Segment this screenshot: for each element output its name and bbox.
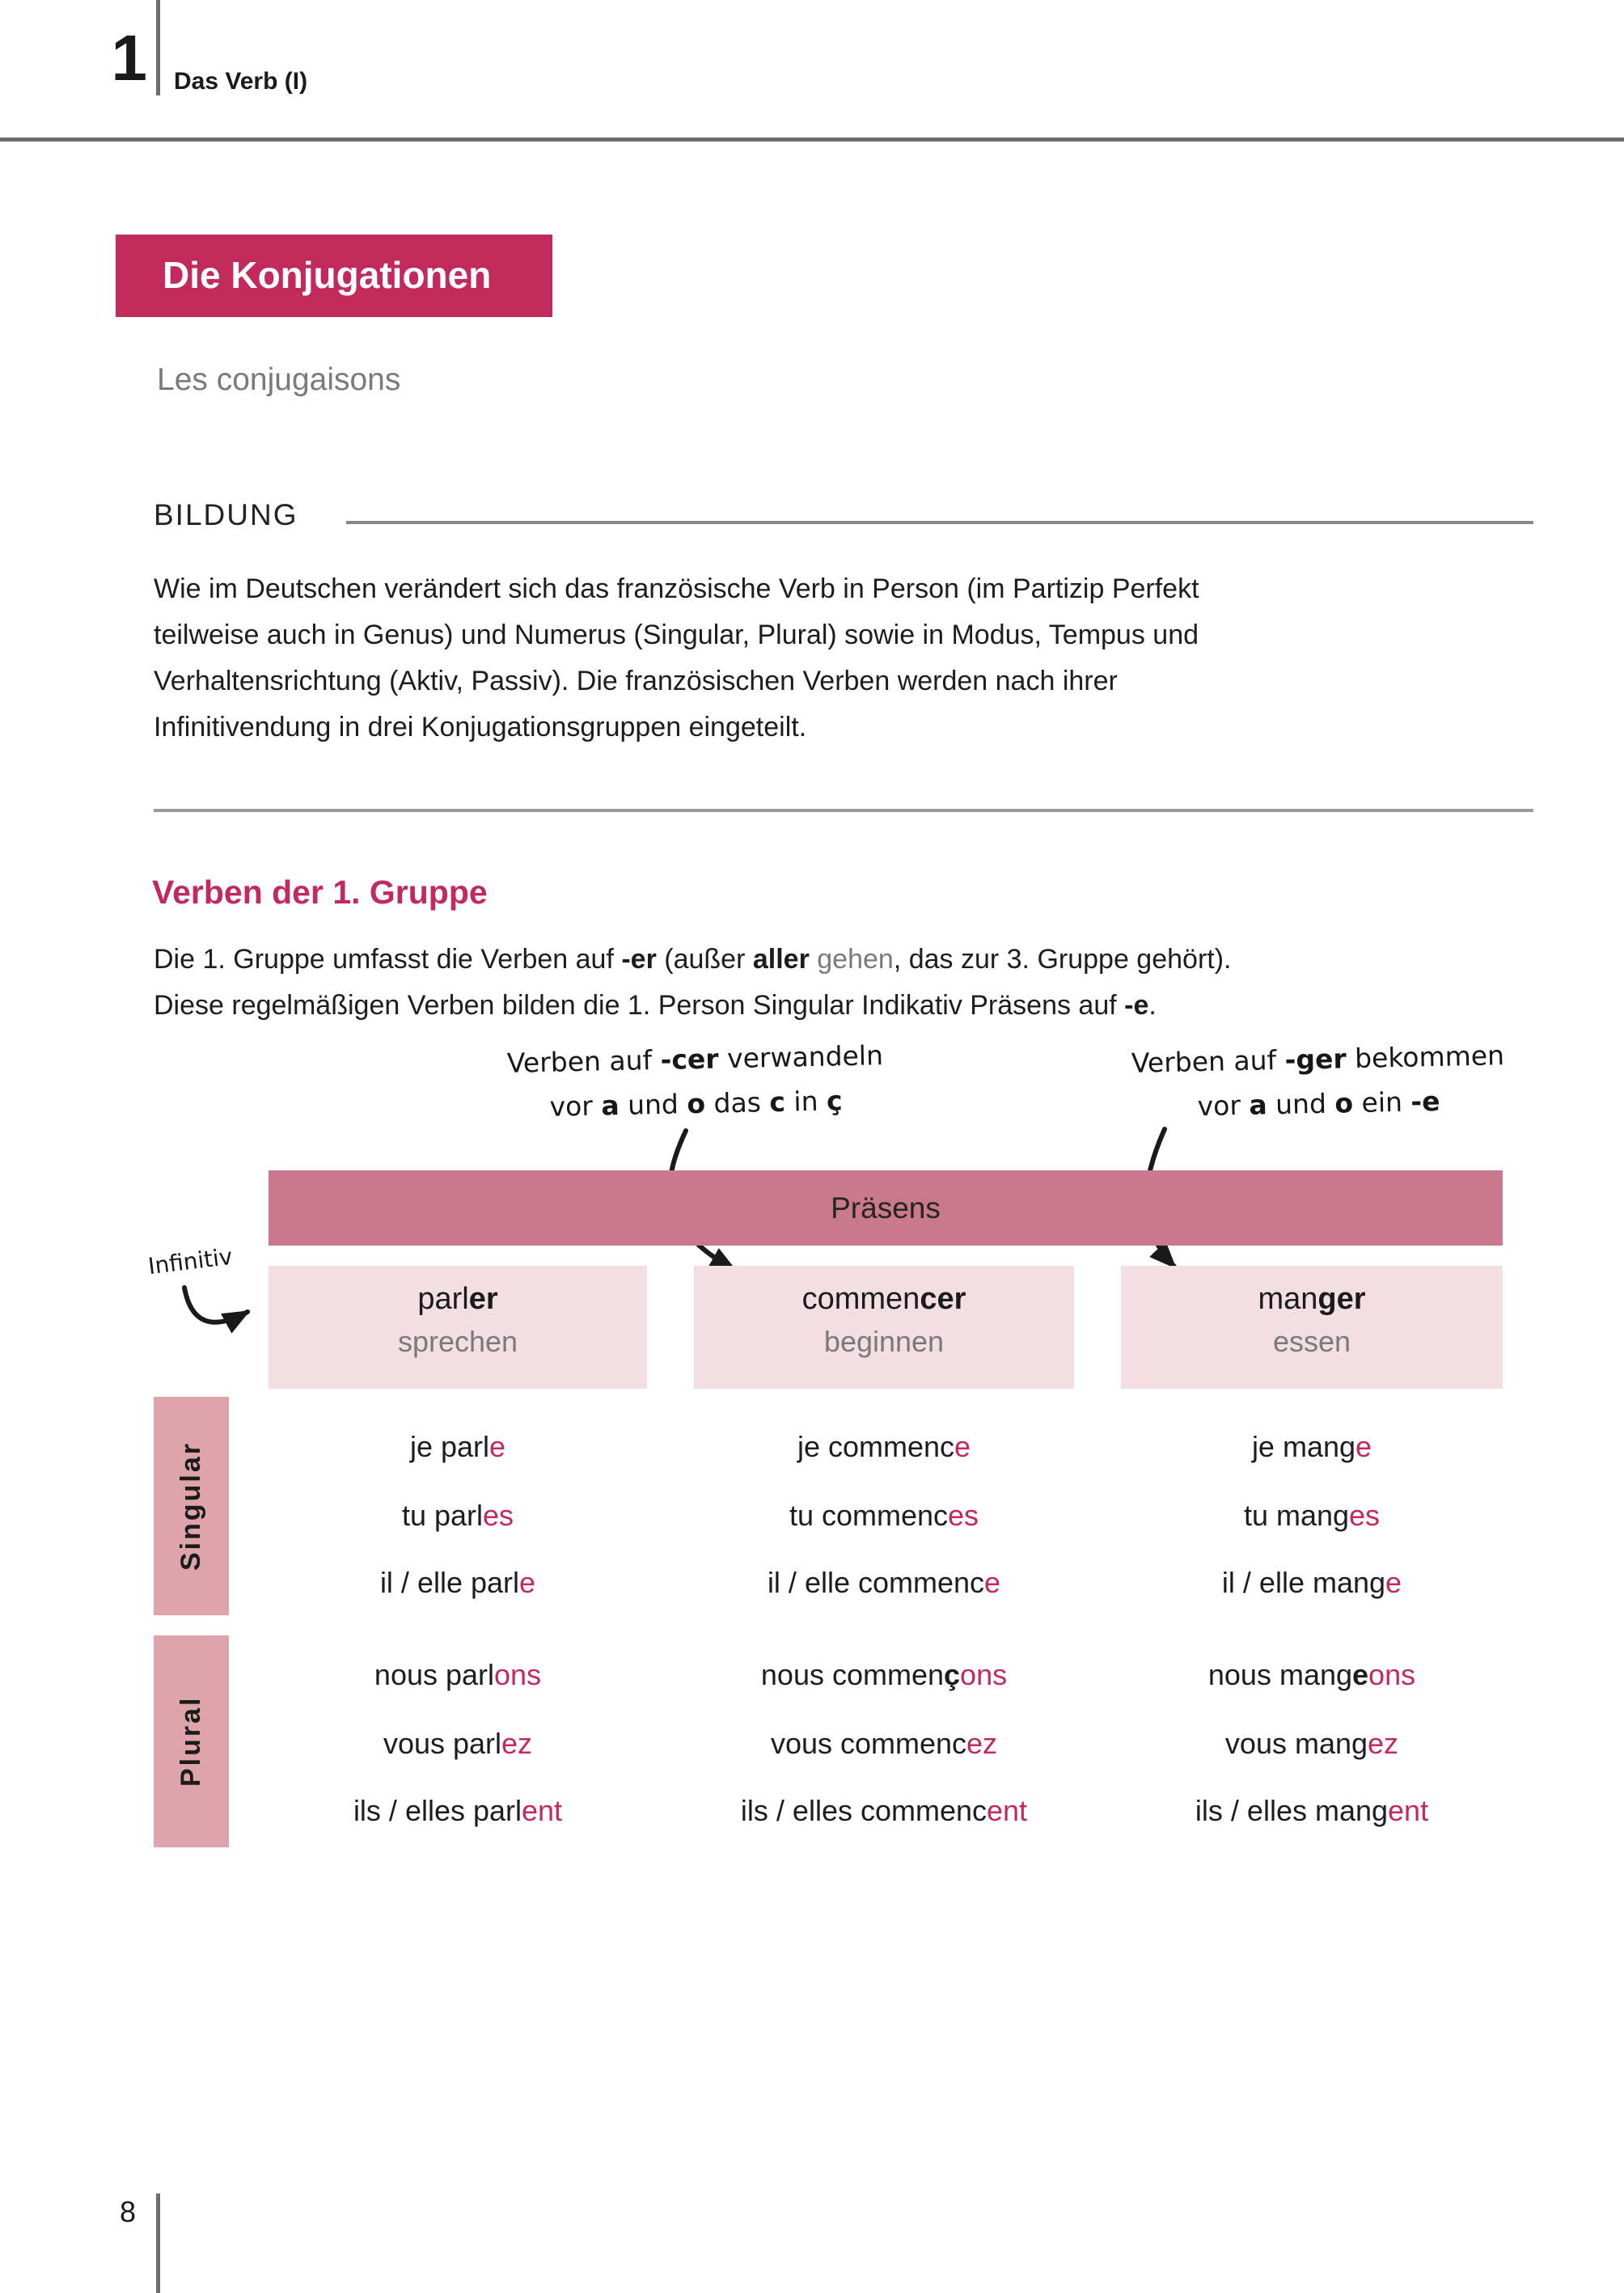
text-segment: ent: [1388, 1794, 1429, 1827]
text-segment: il / elle mang: [1221, 1566, 1386, 1599]
text-segment: ils / elles commenc: [740, 1794, 988, 1827]
text-segment: man: [1258, 1282, 1318, 1316]
conjugation-singular-row2-col3: [1121, 1499, 1503, 1536]
conjugation-singular-row2-col1: [269, 1499, 647, 1536]
text-segment: -er: [621, 944, 657, 975]
text-segment: bekommen: [1346, 1039, 1505, 1075]
text-segment: o: [686, 1087, 706, 1120]
page-number: 8: [119, 2195, 136, 2228]
chapter-divider-bar: [156, 0, 160, 95]
footer-bar: [156, 2194, 160, 2293]
text-segment: ons: [494, 1658, 542, 1691]
text-segment: c: [768, 1085, 786, 1119]
bildung-label: BILDUNG: [154, 498, 298, 531]
text-segment: a: [1248, 1089, 1268, 1121]
text-segment: .: [1148, 990, 1157, 1021]
bildung-rule: [346, 521, 1533, 524]
translation-beginnen: beginnen: [823, 1325, 945, 1358]
text-segment: Die 1. Gruppe umfasst die Verben auf: [154, 944, 622, 975]
verb-manger: [1121, 1282, 1503, 1317]
text-segment: ç: [826, 1085, 843, 1117]
text-segment: vous mang: [1224, 1727, 1368, 1760]
conjugation-plural-row1-col1: [269, 1658, 647, 1695]
text-segment: (außer: [656, 944, 753, 975]
bildung-paragraph: Wie im Deutschen verändert sich das französische Verb in Person (im Partizip Perfekt teilweise auch in Genus) und Numerus (Singular, Plural) sowie in Modus, Tempus und Verhaltensrichtung (Aktiv, Passiv). Die französischen Verben werden nach ihrer Infinitivendung in drei Konjugationsgruppen eingeteilt.: [154, 573, 1199, 742]
singular-label: Singular: [176, 1441, 206, 1572]
conjugation-singular-row1-col3: [1121, 1430, 1503, 1467]
text-segment: ez: [1368, 1727, 1399, 1760]
text-segment: Verben auf: [1131, 1043, 1286, 1079]
text-segment: ils / elles mang: [1195, 1794, 1389, 1827]
chapter-number: 1: [111, 22, 147, 94]
text-segment: verwandeln: [718, 1039, 884, 1075]
text-segment: cer: [920, 1282, 966, 1316]
text-segment: il / elle commenc: [767, 1566, 985, 1599]
conjugation-plural-row1-col2: [694, 1658, 1074, 1695]
text-segment: -ger: [1284, 1043, 1347, 1076]
header-rule: [0, 137, 1624, 142]
conjugation-singular-row1-col2: [694, 1430, 1074, 1467]
text-segment: , das zur 3. Gruppe gehört).: [893, 944, 1232, 975]
plural-label: Plural: [176, 1695, 206, 1787]
section-divider-rule: [154, 809, 1533, 812]
text-segment: es: [1349, 1499, 1381, 1532]
text-segment: ein: [1352, 1085, 1411, 1119]
column-header-parler: [269, 1266, 647, 1389]
section-subtitle: Les conjugaisons: [157, 362, 401, 397]
praesens-label: Präsens: [831, 1191, 941, 1225]
column-header-commencer: [694, 1266, 1074, 1389]
text-segment: Verben auf: [506, 1043, 662, 1079]
text-segment: ons: [960, 1658, 1008, 1691]
text-segment: ez: [966, 1727, 998, 1760]
text-segment: ent: [987, 1794, 1028, 1827]
text-segment: ils / elles parl: [353, 1794, 522, 1827]
text-segment: ons: [1368, 1658, 1416, 1691]
translation-essen: essen: [1272, 1325, 1351, 1358]
translation-sprechen: sprechen: [397, 1325, 518, 1358]
text-segment: il / elle parl: [379, 1566, 520, 1599]
text-segment: e: [1352, 1658, 1369, 1691]
singular-label-box: [154, 1397, 229, 1615]
conjugation-singular-row2-col2: [694, 1499, 1074, 1536]
text-segment: vor: [549, 1089, 602, 1123]
text-segment: es: [948, 1499, 979, 1532]
column-header-manger: [1121, 1266, 1503, 1389]
text-segment: er: [468, 1282, 498, 1316]
text-segment: e: [1385, 1566, 1402, 1599]
text-segment: -cer: [660, 1043, 719, 1076]
text-segment: e: [519, 1566, 536, 1599]
infinitiv-label: Infinitiv: [146, 1242, 235, 1280]
text-segment: Diese regelmäßigen Verben bilden die 1. Person Singular Indikativ Präsens auf: [154, 990, 1125, 1021]
text-segment: gehen: [817, 944, 894, 975]
text-segment: vor: [1197, 1089, 1250, 1123]
ger-annotation: [1051, 1031, 1586, 1132]
conjugation-plural-row2-col3: [1121, 1727, 1503, 1764]
text-segment: -e: [1124, 990, 1149, 1021]
cer-annotation: [426, 1031, 965, 1132]
group-intro: [154, 937, 1545, 1029]
text-segment: tu mang: [1243, 1499, 1350, 1532]
text-segment: e: [954, 1430, 971, 1463]
text-segment: [810, 944, 817, 975]
section-title: Die Konjugationen: [163, 254, 492, 296]
text-segment: commen: [801, 1282, 920, 1316]
text-segment: e: [489, 1430, 506, 1463]
conjugation-plural-row3-col2: [694, 1794, 1074, 1831]
text-segment: nous mang: [1207, 1658, 1353, 1691]
conjugation-plural-row1-col3: [1121, 1658, 1503, 1695]
text-segment: a: [600, 1089, 620, 1122]
text-segment: nous parl: [374, 1658, 495, 1691]
conjugation-singular-row3-col3: [1121, 1566, 1503, 1603]
verb-commencer: [694, 1282, 1074, 1317]
text-segment: je parl: [409, 1430, 490, 1463]
section-title-box: [116, 235, 552, 317]
text-segment: tu parl: [401, 1499, 484, 1532]
text-segment: in: [785, 1085, 827, 1118]
plural-label-box: [154, 1635, 229, 1847]
text-segment: tu commenc: [789, 1499, 949, 1532]
conjugation-plural-row2-col2: [694, 1727, 1074, 1764]
text-segment: -e: [1410, 1085, 1440, 1118]
text-segment: je mang: [1251, 1430, 1356, 1463]
text-segment: ez: [501, 1727, 533, 1760]
text-segment: o: [1334, 1087, 1354, 1119]
text-segment: und: [1267, 1087, 1335, 1121]
praesens-header-band: [269, 1170, 1503, 1246]
text-segment: je commenc: [797, 1430, 955, 1463]
infinitiv-arrow: [184, 1288, 247, 1322]
conjugation-plural-row3-col3: [1121, 1794, 1503, 1831]
chapter-title: Das Verb (I): [174, 68, 308, 95]
text-segment: parl: [417, 1282, 469, 1316]
text-segment: aller: [752, 944, 810, 975]
text-segment: das: [704, 1086, 770, 1119]
conjugation-singular-row3-col2: [694, 1566, 1074, 1603]
conjugation-singular-row1-col1: [269, 1430, 647, 1467]
text-segment: ger: [1317, 1282, 1366, 1316]
conjugation-plural-row2-col1: [269, 1727, 647, 1764]
text-segment: und: [619, 1088, 687, 1121]
text-segment: vous parl: [383, 1727, 502, 1760]
conjugation-plural-row3-col1: [269, 1794, 647, 1831]
group-heading: Verben der 1. Gruppe: [152, 874, 488, 911]
conjugation-singular-row3-col1: [269, 1566, 647, 1603]
text-segment: ç: [944, 1658, 961, 1691]
text-segment: vous commenc: [770, 1727, 967, 1760]
text-segment: ent: [522, 1794, 563, 1827]
verb-parler: [269, 1282, 647, 1317]
text-segment: e: [984, 1566, 1001, 1599]
text-segment: e: [1355, 1430, 1372, 1463]
text-segment: nous commen: [760, 1658, 945, 1691]
text-segment: es: [483, 1499, 514, 1532]
